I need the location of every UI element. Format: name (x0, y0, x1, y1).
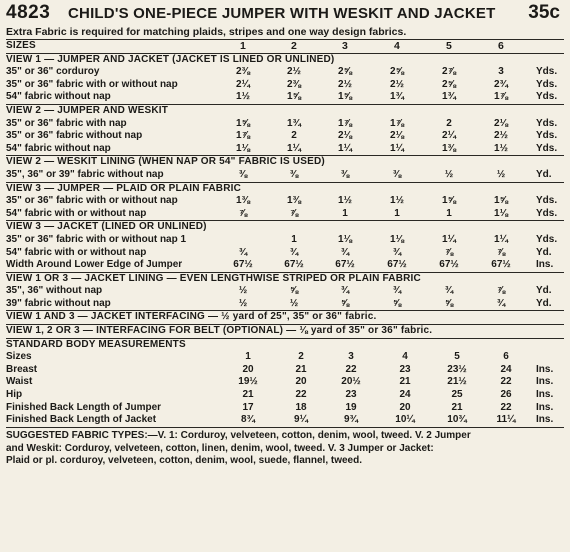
row-value: ⅞ (496, 246, 506, 258)
row-value: 20 (399, 401, 411, 413)
table-row (6, 79, 564, 92)
row-value: 20 (242, 363, 254, 375)
row-value: 3 (498, 66, 504, 78)
row-value: 21½ (447, 376, 467, 388)
row-value: 1⅞ (390, 117, 404, 129)
row-value: ¾ (392, 246, 402, 258)
row-value: 2½ (287, 66, 301, 78)
row-value: 1½ (390, 195, 404, 207)
row-unit: Yds. (536, 142, 558, 154)
size-col: 1 (239, 40, 247, 52)
table-row (6, 143, 564, 156)
size-col: 5 (445, 40, 453, 52)
row-value: ⅝ (444, 297, 454, 309)
row-value: 1⅝ (236, 117, 250, 129)
sizes-label: SIZES (6, 40, 36, 51)
row-value: 1⅝ (442, 195, 456, 207)
table-row (6, 130, 564, 143)
row-value: 1 (291, 233, 297, 245)
suggested-fabrics-line: SUGGESTED FABRIC TYPES:—V. 1: Corduroy, velveteen, cotton, denim, wool, tweed. V. 2 Jumper (6, 429, 471, 441)
row-value: 1⅜ (287, 195, 301, 207)
row-value: 1⅛ (390, 233, 404, 245)
row-label: 39" fabric without nap (6, 297, 111, 309)
suggested-fabrics-line: Plaid or pl. corduroy, velveteen, cotton, denim, wool, suede, flannel, tweed. (6, 455, 362, 467)
size-col: 3 (348, 351, 354, 363)
table-row (6, 364, 564, 377)
row-value: 2½ (494, 130, 508, 142)
table-row (6, 414, 564, 427)
section-heading: VIEW 1 OR 3 — JACKET LINING — EVEN LENGTHWISE STRIPED OR PLAIN FABRIC (6, 272, 421, 284)
row-value: 1⅝ (338, 91, 352, 103)
section-heading-row (6, 105, 564, 118)
row-value: ¾ (238, 246, 248, 258)
row-value: ⅜ (392, 168, 402, 180)
row-unit: Ins. (536, 376, 554, 388)
section-heading: VIEW 3 — JACKET (LINED OR UNLINED) (6, 221, 207, 233)
measurements-sizes-row (6, 351, 564, 364)
row-unit: Ins. (536, 389, 554, 401)
table-row (6, 208, 564, 221)
row-value: 2½ (338, 78, 352, 90)
row-value: ⅜ (238, 168, 248, 180)
row-value: 1⅞ (338, 117, 352, 129)
row-value: ⅞ (289, 207, 299, 219)
table-row (6, 234, 564, 247)
row-value: 24 (399, 389, 411, 401)
row-unit: Yd. (536, 285, 552, 297)
size-col: 1 (245, 351, 251, 363)
size-col: 6 (497, 40, 505, 52)
row-label: 35" or 36" fabric without nap (6, 130, 143, 142)
row-value: 2½ (390, 78, 404, 90)
row-value: 19½ (238, 376, 258, 388)
size-col: 3 (341, 40, 349, 52)
table-row (6, 298, 564, 311)
row-value: 1⅛ (236, 142, 250, 154)
row-value: ½ (496, 168, 506, 180)
section-heading-row (6, 54, 564, 67)
row-value: ½ (444, 168, 454, 180)
row-value: 21 (242, 389, 254, 401)
table-row (6, 195, 564, 208)
row-value: 20½ (341, 376, 361, 388)
row-value: 19 (345, 401, 357, 413)
row-value: 10¾ (447, 414, 467, 426)
row-value: 21 (295, 363, 307, 375)
row-value: ⅞ (496, 285, 506, 297)
row-value: 1¾ (287, 117, 301, 129)
row-value: 22 (295, 389, 307, 401)
section-heading: VIEW 1, 2 OR 3 — INTERFACING FOR BELT (OPTIONAL) — ⅛ yard of 35" or 36" fabric. (6, 325, 433, 337)
row-value: 1⅜ (236, 195, 250, 207)
row-value: ⅝ (340, 297, 350, 309)
table-row (6, 91, 564, 104)
row-unit: Yds. (536, 207, 558, 219)
row-value: ⅜ (340, 168, 350, 180)
row-label: 54" fabric with or without nap (6, 246, 147, 258)
row-value: 2⅛ (494, 117, 508, 129)
row-value: ⅞ (238, 207, 248, 219)
suggested-fabrics-line: and Weskit: Corduroy, velveteen, cotton, linen, denim, wool, tweed. V. 3 Jumper or Jacket: (6, 442, 434, 454)
row-value: 1¼ (494, 233, 508, 245)
row-value: ½ (238, 297, 248, 309)
pattern-price: 35c (528, 2, 560, 23)
section-heading-row (6, 311, 564, 324)
row-value: 23 (399, 363, 411, 375)
row-label: 54" fabric with or without nap (6, 207, 147, 219)
row-value: 21 (451, 401, 463, 413)
size-col: 5 (454, 351, 460, 363)
section-heading-row (6, 221, 564, 234)
pattern-title: CHILD'S ONE-PIECE JUMPER WITH WESKIT AND JACKET (68, 5, 496, 22)
section-heading-row (6, 183, 564, 196)
row-label: 54" fabric without nap (6, 142, 111, 154)
table-row (6, 285, 564, 298)
row-value: 1¼ (338, 142, 352, 154)
row-value: 67½ (284, 259, 304, 271)
measurements-heading-row (6, 339, 564, 352)
table-row (6, 259, 564, 272)
pattern-number: 4823 (6, 2, 51, 23)
row-value: ¾ (496, 297, 506, 309)
row-label: Finished Back Length of Jumper (6, 401, 162, 413)
table-row (6, 169, 564, 182)
row-value: 2⅛ (338, 130, 352, 142)
row-value: 1¼ (390, 142, 404, 154)
row-label: 35" or 36" fabric with or without nap 1 (6, 233, 187, 245)
row-value: ¾ (444, 285, 454, 297)
size-col: 2 (298, 351, 304, 363)
pattern-header (6, 2, 564, 26)
row-value: 23 (345, 389, 357, 401)
row-value: 2 (446, 117, 452, 129)
sizes-header-row (6, 40, 564, 53)
row-value: 11¼ (496, 414, 516, 426)
row-value: 9¼ (294, 414, 308, 426)
row-unit: Yds. (536, 66, 558, 78)
row-value: ½ (289, 297, 299, 309)
row-value: ⅞ (444, 246, 454, 258)
row-value: ¾ (392, 285, 402, 297)
measurements-sizes-label: Sizes (6, 351, 32, 363)
table-row (6, 389, 564, 402)
size-col: 4 (393, 40, 401, 52)
row-value: 67½ (491, 259, 511, 271)
table-row (6, 118, 564, 131)
row-label: Finished Back Length of Jacket (6, 414, 157, 426)
section-heading-row (6, 325, 564, 338)
row-value: 20 (295, 376, 307, 388)
row-label: 35" or 36" fabric with or without nap (6, 195, 178, 207)
section-heading: VIEW 3 — JUMPER — PLAID OR PLAIN FABRIC (6, 182, 242, 194)
row-value: 1⅜ (442, 142, 456, 154)
row-value: 1 (446, 207, 452, 219)
row-value: 1¼ (442, 233, 456, 245)
row-value: 67½ (335, 259, 355, 271)
row-unit: Yds. (536, 91, 558, 103)
row-value: 1 (342, 207, 348, 219)
row-unit: Ins. (536, 401, 554, 413)
row-unit: Yds. (536, 130, 558, 142)
table-row (6, 66, 564, 79)
row-value: ⅝ (289, 285, 299, 297)
row-value: 1⅞ (236, 130, 250, 142)
row-value: 1½ (338, 195, 352, 207)
row-unit: Yds. (536, 195, 558, 207)
row-value: 2⅞ (442, 66, 456, 78)
section-heading-row (6, 273, 564, 286)
row-unit: Yd. (536, 297, 552, 309)
section-heading-row (6, 156, 564, 169)
row-label: Width Around Lower Edge of Jumper (6, 259, 183, 271)
row-value: 1¾ (390, 91, 404, 103)
table-row (6, 402, 564, 415)
row-value: 22 (345, 363, 357, 375)
row-unit: Yds. (536, 233, 558, 245)
row-unit: Yds. (536, 78, 558, 90)
row-value: ⅜ (289, 168, 299, 180)
row-unit: Yd. (536, 168, 552, 180)
row-value: 2⅜ (287, 78, 301, 90)
measurements-table (6, 364, 564, 427)
row-label: Breast (6, 363, 38, 375)
row-value: 9¾ (344, 414, 358, 426)
row-value: 67½ (439, 259, 459, 271)
row-value: 8¾ (241, 414, 255, 426)
row-value: 2¼ (236, 78, 250, 90)
row-value: 1½ (494, 142, 508, 154)
row-value: 2⅛ (390, 130, 404, 142)
row-label: 54" fabric without nap (6, 91, 111, 103)
row-value: ½ (238, 285, 248, 297)
row-unit: Ins. (536, 363, 554, 375)
table-row (6, 376, 564, 389)
row-value: 2⅝ (442, 78, 456, 90)
row-value: ¾ (340, 285, 350, 297)
row-label: Hip (6, 389, 23, 401)
row-value: 1½ (236, 91, 250, 103)
row-label: Waist (6, 376, 33, 388)
row-value: 1⅝ (287, 91, 301, 103)
row-value: 67½ (233, 259, 253, 271)
row-value: ¾ (340, 246, 350, 258)
row-value: 21 (399, 376, 411, 388)
row-value: 17 (242, 401, 254, 413)
size-col: 4 (402, 351, 408, 363)
row-value: 10¼ (395, 414, 415, 426)
row-value: 2⅝ (390, 66, 404, 78)
row-value: 2⅝ (338, 66, 352, 78)
row-value: 67½ (387, 259, 407, 271)
row-value: 1¼ (287, 142, 301, 154)
size-col: 2 (290, 40, 298, 52)
row-unit: Yds. (536, 117, 558, 129)
row-value: 2¾ (494, 78, 508, 90)
measurements-heading: STANDARD BODY MEASUREMENTS (6, 338, 186, 350)
row-value: 26 (500, 389, 512, 401)
size-col: 6 (503, 351, 509, 363)
row-value: 2 (291, 130, 297, 142)
row-value: 1⅛ (494, 207, 508, 219)
section-heading: VIEW 2 — WESKIT LINING (WHEN NAP OR 54" FABRIC IS USED) (6, 156, 325, 168)
row-value: 22 (500, 401, 512, 413)
fabric-note: Extra Fabric is required for matching plaids, stripes and one way design fabrics. (6, 26, 407, 38)
row-label: 35", 36" without nap (6, 285, 103, 297)
suggested-fabrics (6, 428, 564, 468)
row-unit: Yd. (536, 246, 552, 258)
yardage-sections (6, 53, 564, 338)
row-value: 23½ (447, 363, 467, 375)
row-value: 1¾ (442, 91, 456, 103)
row-value: 1⅝ (494, 195, 508, 207)
row-unit: Ins. (536, 259, 554, 271)
row-label: 35" or 36" fabric with nap (6, 117, 127, 129)
section-heading: VIEW 1 AND 3 — JACKET INTERFACING — ½ yard of 25", 35" or 36" fabric. (6, 311, 377, 323)
row-label: 35", 36" or 39" fabric without nap (6, 168, 164, 180)
row-value: 1⅞ (494, 91, 508, 103)
row-value: 2⅜ (236, 66, 250, 78)
row-unit: Ins. (536, 414, 554, 426)
row-value: 25 (451, 389, 463, 401)
row-value: 24 (500, 363, 512, 375)
table-row (6, 247, 564, 260)
row-value: 18 (295, 401, 307, 413)
section-heading: VIEW 2 — JUMPER AND WESKIT (6, 104, 169, 116)
row-value: 2¼ (442, 130, 456, 142)
row-value: ⅝ (392, 297, 402, 309)
row-value: 1⅛ (338, 233, 352, 245)
row-value: 1 (394, 207, 400, 219)
row-label: 35" or 36" fabric with or without nap (6, 78, 178, 90)
row-value: ¾ (289, 246, 299, 258)
section-heading: VIEW 1 — JUMPER AND JACKET (JACKET IS LINED OR UNLINED) (6, 53, 335, 65)
row-label: 35" or 36" corduroy (6, 66, 100, 78)
row-value: 22 (500, 376, 512, 388)
